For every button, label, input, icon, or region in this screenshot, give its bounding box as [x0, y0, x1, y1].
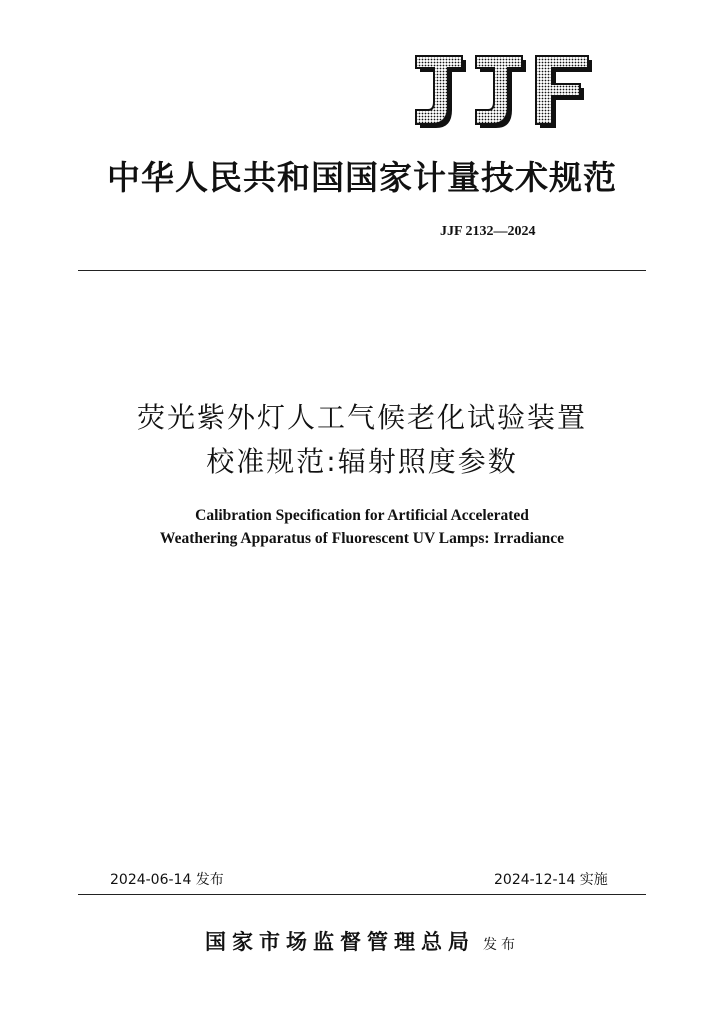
top-divider: [78, 270, 646, 271]
regulation-category-title: 中华人民共和国国家计量技术规范: [107, 158, 617, 197]
publisher-suffix: 发布: [483, 937, 519, 953]
english-title-line-2: Weathering Apparatus of Fluorescent UV Lamps: Irradiance: [159, 530, 565, 547]
english-title-line-1: Calibration Specification for Artificial Accelerated: [195, 507, 529, 524]
jjf-logo-graphic: [412, 52, 598, 130]
implementation-date: 2024-12-14 实施: [494, 872, 608, 888]
issue-date: 2024-06-14 发布: [110, 872, 224, 888]
publisher-line: [0, 926, 724, 956]
publisher-name: 国家市场监督管理总局: [205, 929, 475, 954]
jjf-logo: [412, 52, 598, 130]
chinese-title-line-1: 荧光紫外灯人工气候老化试验装置: [136, 401, 587, 434]
chinese-title-line-2: 校准规范:辐射照度参数: [206, 445, 518, 478]
bottom-divider: [78, 894, 646, 895]
standard-number: JJF 2132—2024: [440, 224, 536, 239]
